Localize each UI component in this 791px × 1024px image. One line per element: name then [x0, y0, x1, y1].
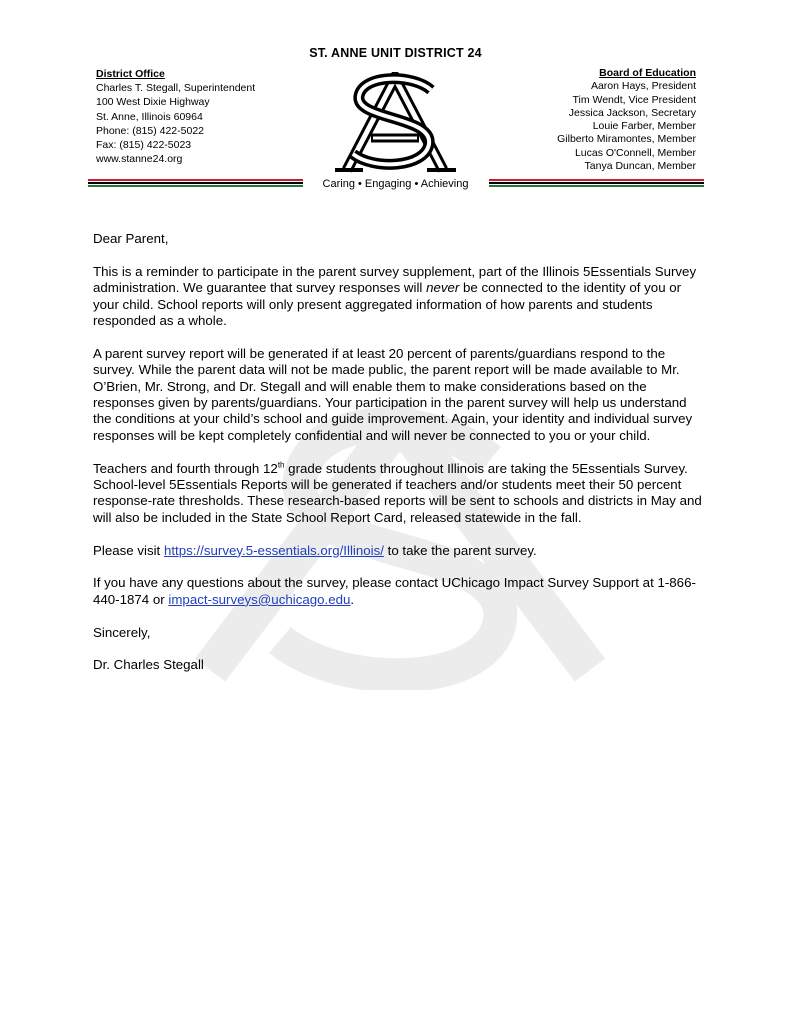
salutation: Dear Parent,: [93, 231, 169, 246]
paragraph-1: This is a reminder to participate in the parent survey supplement, part of the Illinois 5Essentials Survey administration. We guarantee that survey responses will never be connected to the identity of you or your child. School reports will only present aggregated information of how parents and students responded as a whole.: [93, 263, 697, 329]
survey-link[interactable]: https://survey.5-essentials.org/Illinois/: [163, 542, 384, 558]
office-fax: Fax: (815) 422-5023: [96, 139, 192, 152]
board-member: Jessica Jackson, Secretary: [568, 106, 696, 119]
district-office-heading: District Office: [96, 68, 165, 80]
office-phone: Phone: (815) 422-5022: [96, 124, 204, 137]
district-title: ST. ANNE UNIT DISTRICT 24: [309, 46, 482, 60]
office-line: St. Anne, Illinois 60964: [96, 110, 203, 123]
closing: Sincerely,: [93, 624, 151, 640]
board-member: Aaron Hays, President: [590, 80, 696, 93]
right-divider-stripes: [489, 179, 704, 188]
district-office-block: [96, 67, 255, 166]
letter-body: [93, 231, 703, 690]
support-email-link[interactable]: impact-surveys@uchicago.edu: [168, 591, 351, 607]
board-of-education-block: [557, 67, 696, 173]
paragraph-3: Teachers and fourth through 12th grade students throughout Illinois are taking the 5Essentials Survey. School-level 5Essentials Reports will be generated if teachers and/or students meet their 50 percent response-rate thresholds. These research-based reports will be sent to schools and districts in May and will also be included in the State School Report Card, released statewide in the fall.: [93, 460, 702, 525]
board-heading: Board of Education: [599, 67, 696, 79]
paragraph-2: A parent survey report will be generated if at least 20 percent of parents/guardians respond to the survey. While the parent data will not be made public, the parent report will be made available to Mr. O’Brien, Mr. Strong, and Dr. Stegall and will enable them to make considerations based on the responses given by parents/guardians. Your participation in the parent survey will help us understand the conditions at your child’s school and guide improvement. Again, your identity and individual survey responses will be kept completely confidential and will never be connected to you or your child.: [93, 345, 693, 443]
office-line: Charles T. Stegall, Superintendent: [96, 82, 256, 95]
paragraph-5: If you have any questions about the survey, please contact UChicago Impact Survey Support at 1-866-440-1874 or impact-surveys@uchicago.edu.: [93, 575, 696, 607]
office-website: www.stanne24.org: [96, 153, 183, 166]
district-logo-icon: [333, 72, 458, 174]
board-member: Tim Wendt, Vice President: [572, 93, 696, 106]
board-member: Tanya Duncan, Member: [584, 160, 696, 173]
district-motto: Caring • Engaging • Achieving: [322, 178, 469, 190]
left-divider-stripes: [88, 179, 303, 188]
board-member: Gilberto Miramontes, Member: [557, 133, 696, 146]
board-member: Louie Farber, Member: [592, 120, 696, 133]
office-line: 100 West Dixie Highway: [96, 96, 210, 109]
board-member: Lucas O'Connell, Member: [574, 146, 696, 159]
emphasis-never: never: [426, 280, 460, 296]
signature: Dr. Charles Stegall: [93, 657, 204, 673]
paragraph-4: Please visit https://survey.5-essentials.org/Illinois/ to take the parent survey.: [93, 542, 537, 558]
